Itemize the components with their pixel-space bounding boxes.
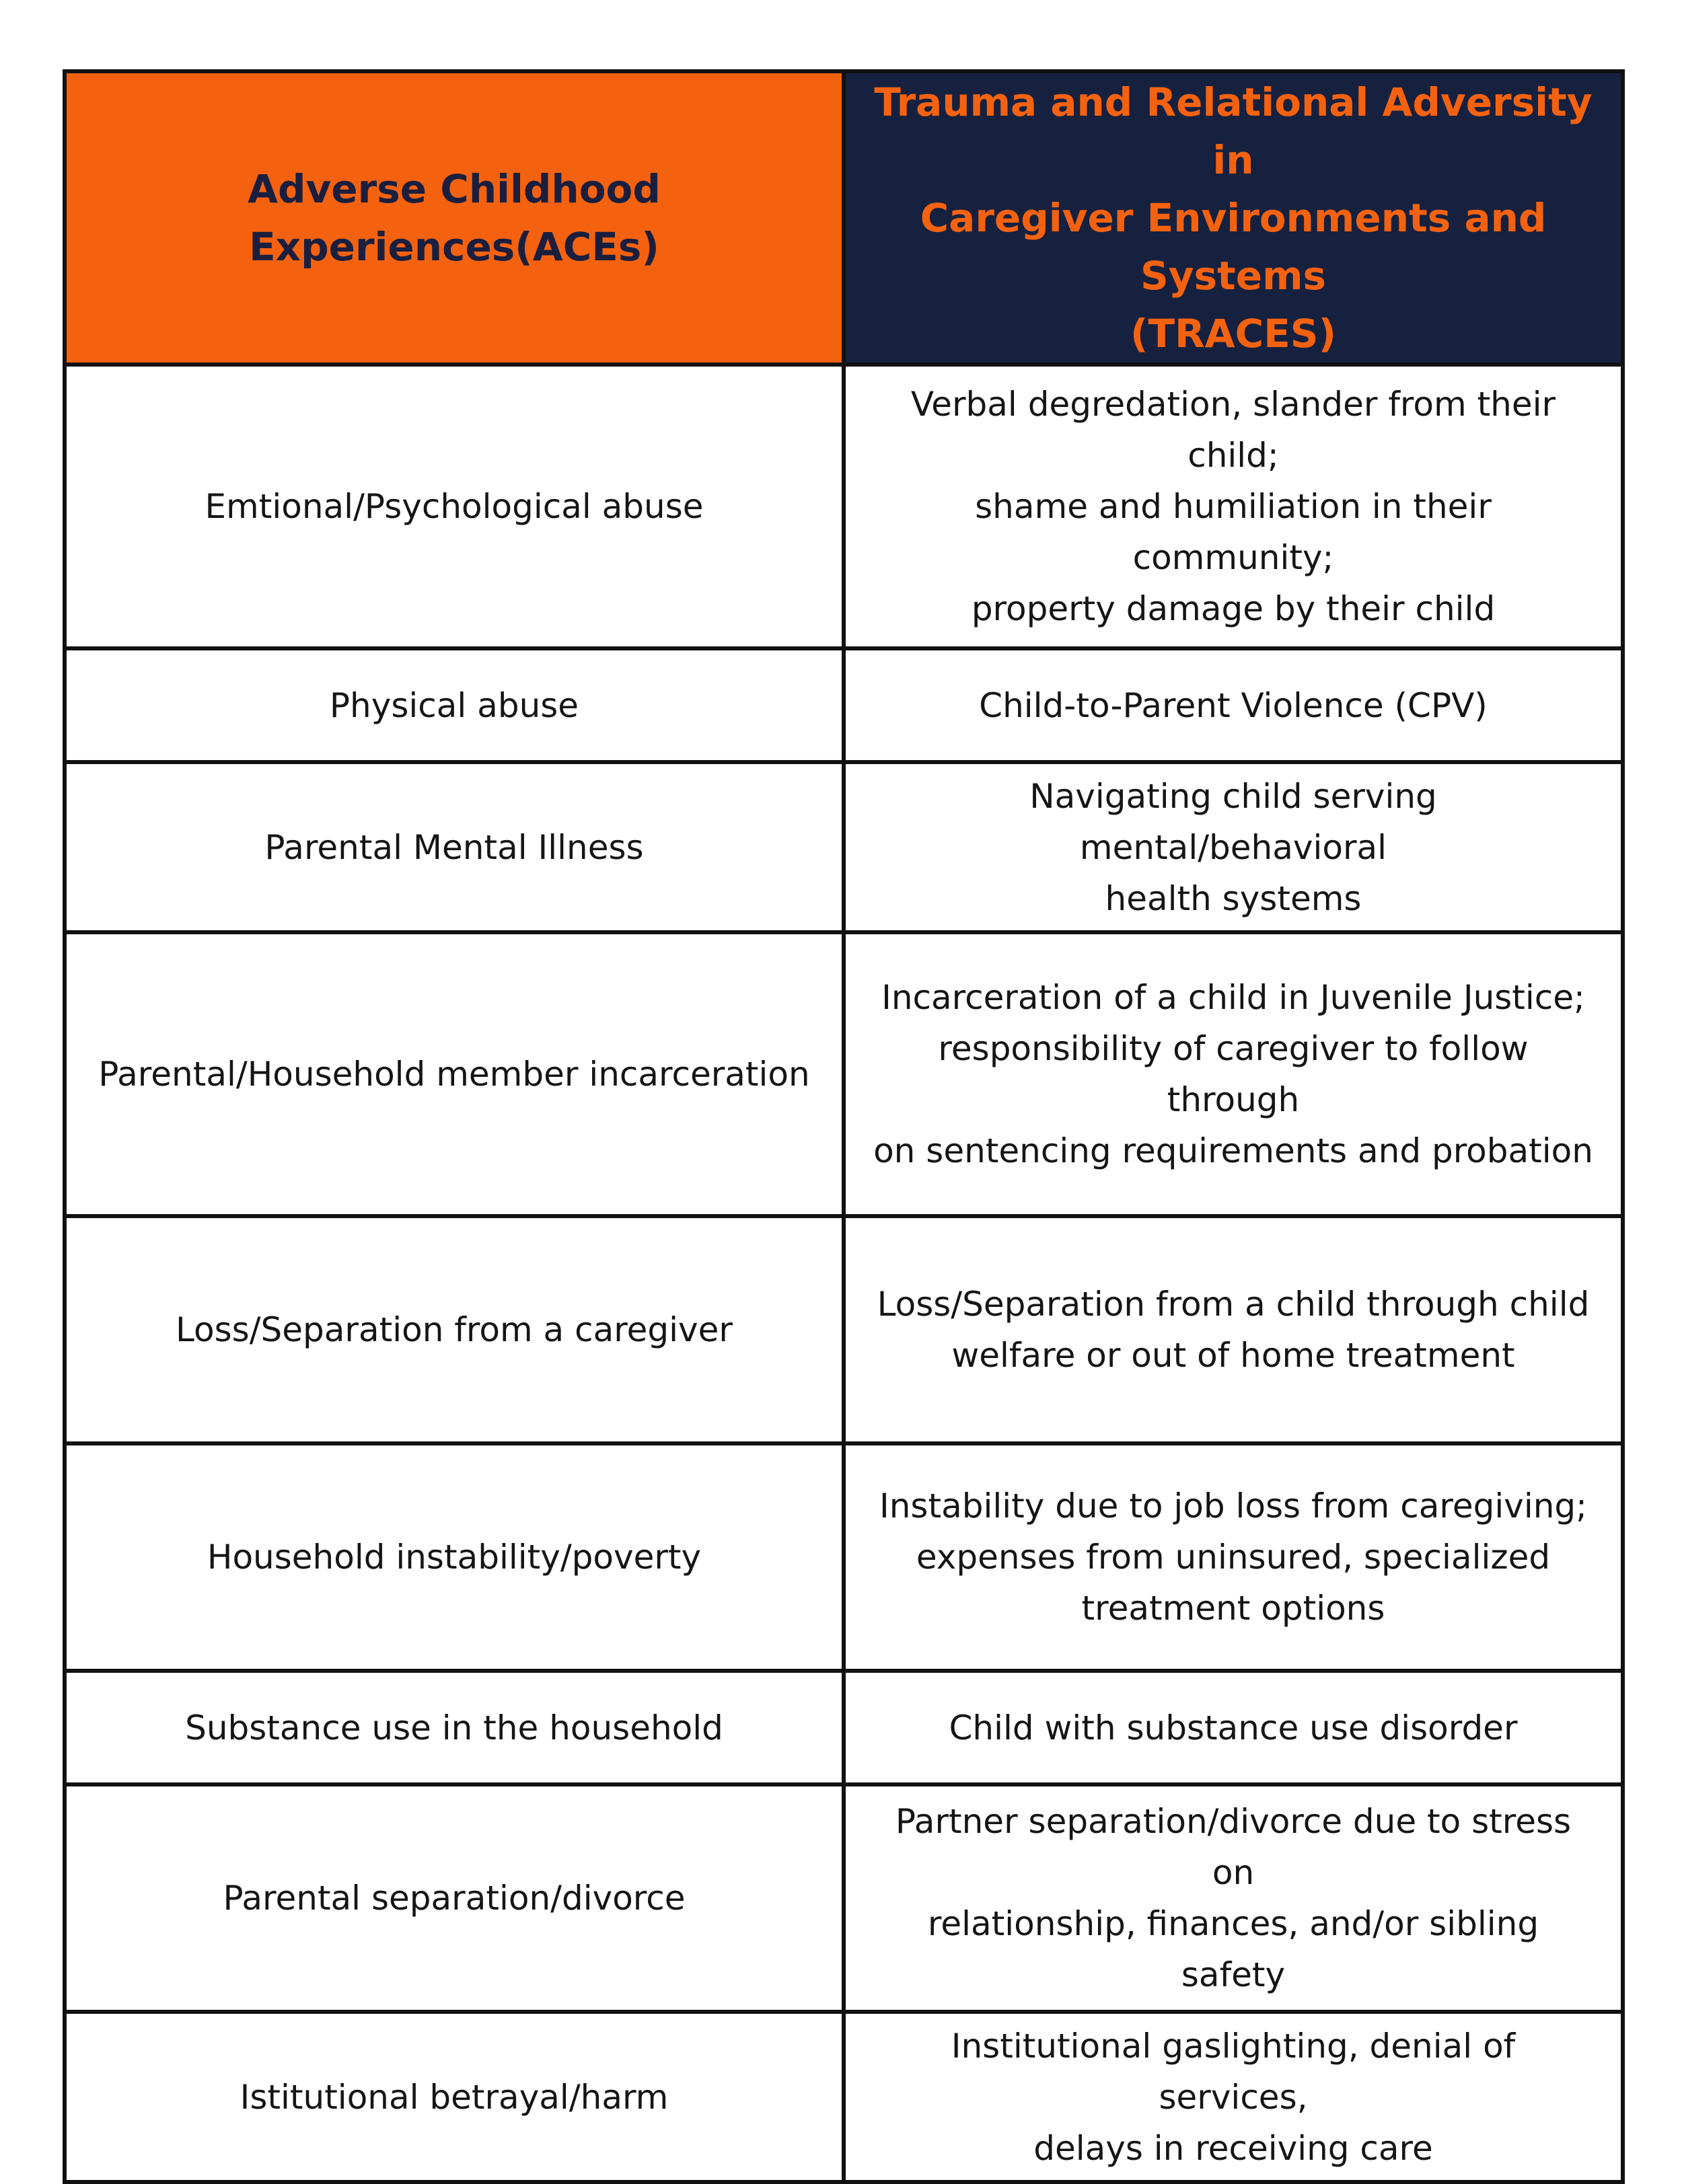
ace-cell: Loss/Separation from a caregiver (65, 1216, 844, 1443)
trace-line: Instability due to job loss from caregiving; (879, 1486, 1587, 1526)
ace-cell: Parental separation/divorce (65, 1784, 844, 2012)
table-row (65, 762, 1623, 932)
trace-line: delays in receiving care (1033, 2128, 1433, 2168)
trace-line: Child with substance use disorder (949, 1708, 1518, 1747)
trace-line: Verbal degredation, slander from their child; (910, 385, 1556, 475)
table-row (65, 1443, 1623, 1671)
trace-line: Institutional gaslighting, denial of services, (951, 2026, 1516, 2117)
header-row (65, 71, 1623, 365)
trace-line: relationship, finances, and/or sibling safety (927, 1904, 1539, 1994)
table-row (65, 1784, 1623, 2012)
traces-header-line: Trauma and Relational Adversity in (874, 79, 1593, 183)
trace-cell (844, 648, 1623, 762)
trace-line: on sentencing requirements and probation (873, 1131, 1593, 1170)
trace-line: welfare or out of home treatment (951, 1336, 1515, 1375)
table-row (65, 1671, 1623, 1784)
ace-cell: Physical abuse (65, 648, 844, 762)
table-row (65, 365, 1623, 648)
ace-cell: Istitutional betrayal/harm (65, 2012, 844, 2182)
trace-cell (844, 1784, 1623, 2012)
trace-line: Child-to-Parent Violence (CPV) (979, 685, 1488, 725)
trace-line: shame and humiliation in their community; (975, 487, 1492, 577)
trace-cell (844, 1671, 1623, 1784)
ace-cell: Substance use in the household (65, 1671, 844, 1784)
trace-cell (844, 365, 1623, 648)
table-row (65, 1216, 1623, 1443)
trace-line: Loss/Separation from a child through child (877, 1285, 1590, 1324)
trace-cell (844, 932, 1623, 1216)
trace-cell (844, 762, 1623, 932)
aces-header-line: Experiences(ACEs) (249, 224, 659, 270)
trace-line: property damage by their child (971, 589, 1496, 628)
trace-cell (844, 1443, 1623, 1671)
traces-header-line: Caregiver Environments and Systems (920, 195, 1547, 299)
aces-column-header (65, 71, 844, 365)
table-row (65, 2012, 1623, 2182)
trace-line: Partner separation/divorce due to stress on (895, 1802, 1572, 1892)
traces-column-header (844, 71, 1623, 365)
ace-cell: Emtional/Psychological abuse (65, 365, 844, 648)
ace-cell: Parental Mental Illness (65, 762, 844, 932)
aces-traces-table (63, 69, 1625, 2184)
trace-line: treatment options (1081, 1589, 1385, 1628)
aces-header-line: Adverse Childhood (248, 166, 661, 212)
trace-line: responsibility of caregiver to follow through (938, 1029, 1529, 1119)
trace-line: Navigating child serving mental/behavioral (1029, 776, 1437, 867)
comparison-table-container (63, 69, 1621, 2184)
traces-header-line: (TRACES) (1130, 311, 1337, 356)
ace-cell: Household instability/poverty (65, 1443, 844, 1671)
table-row (65, 932, 1623, 1216)
trace-line: expenses from uninsured, specialized (916, 1538, 1551, 1577)
trace-cell (844, 2012, 1623, 2182)
ace-cell: Parental/Household member incarceration (65, 932, 844, 1216)
table-row (65, 648, 1623, 762)
trace-line: Incarceration of a child in Juvenile Justice; (881, 978, 1585, 1017)
trace-cell (844, 1216, 1623, 1443)
trace-line: health systems (1105, 878, 1362, 918)
